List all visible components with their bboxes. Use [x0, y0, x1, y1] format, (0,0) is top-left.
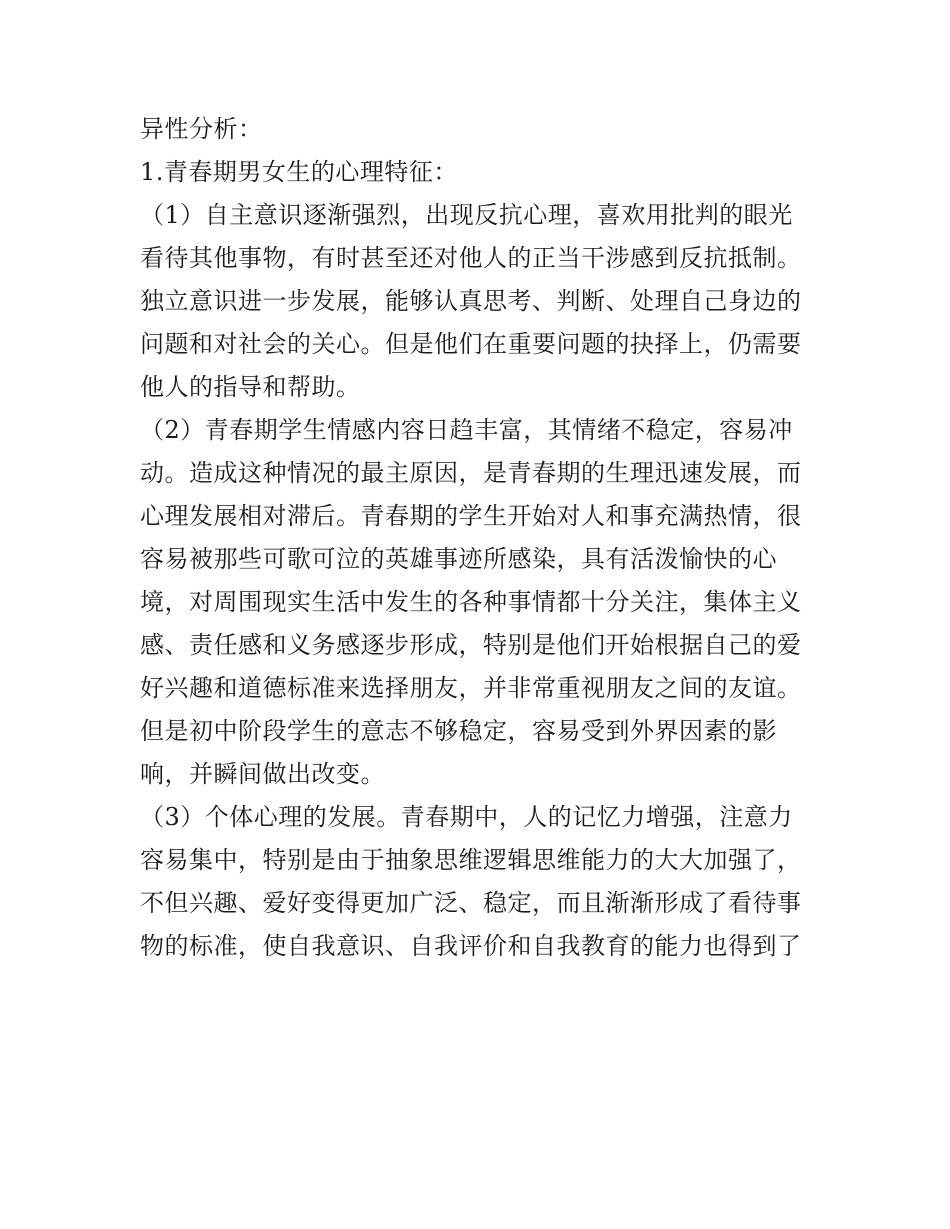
paragraph-line: 响，并瞬间做出改变。 — [140, 760, 385, 788]
paragraph-line: 但是初中阶段学生的意志不够稳定，容易受到外界因素的影 — [140, 717, 777, 745]
subsection-heading: 1.青春期男女生的心理特征： — [140, 158, 458, 186]
paragraph-line: 容易集中，特别是由于抽象思维逻辑思维能力的大大加强了， — [140, 846, 802, 874]
section-heading: 异性分析： — [140, 115, 263, 143]
paragraph-line: （2）青春期学生情感内容日趋丰富，其情绪不稳定，容易冲 — [140, 416, 793, 444]
paragraph-line: 看待其他事物，有时甚至还对他人的正当干涉感到反抗抵制。 — [140, 244, 802, 272]
paragraph-line: （1）自主意识逐渐强烈，出现反抗心理，喜欢用批判的眼光 — [140, 201, 793, 229]
paragraph-line: 物的标准，使自我意识、自我评价和自我教育的能力也得到了 — [140, 932, 802, 960]
paragraph-line: 问题和对社会的关心。但是他们在重要问题的抉择上，仍需要 — [140, 330, 802, 358]
paragraph-line: 好兴趣和道德标准来选择朋友，并非常重视朋友之间的友谊。 — [140, 674, 802, 702]
paragraph-line: （3）个体心理的发展。青春期中，人的记忆力增强，注意力 — [140, 803, 793, 831]
paragraph-line: 容易被那些可歌可泣的英雄事迹所感染，具有活泼愉快的心 — [140, 545, 777, 573]
paragraph-line: 境，对周围现实生活中发生的各种事情都十分关注，集体主义 — [140, 588, 802, 616]
paragraph-line: 独立意识进一步发展，能够认真思考、判断、处理自己身边的 — [140, 287, 802, 315]
paragraph-line: 他人的指导和帮助。 — [140, 373, 361, 401]
paragraph-line: 心理发展相对滞后。青春期的学生开始对人和事充满热情，很 — [140, 502, 802, 530]
paragraph-line: 感、责任感和义务感逐步形成，特别是他们开始根据自己的爱 — [140, 631, 802, 659]
paragraph-line: 不但兴趣、爱好变得更加广泛、稳定，而且渐渐形成了看待事 — [140, 889, 802, 917]
paragraph-line: 动。造成这种情况的最主原因，是青春期的生理迅速发展，而 — [140, 459, 802, 487]
document-body — [140, 108, 812, 968]
